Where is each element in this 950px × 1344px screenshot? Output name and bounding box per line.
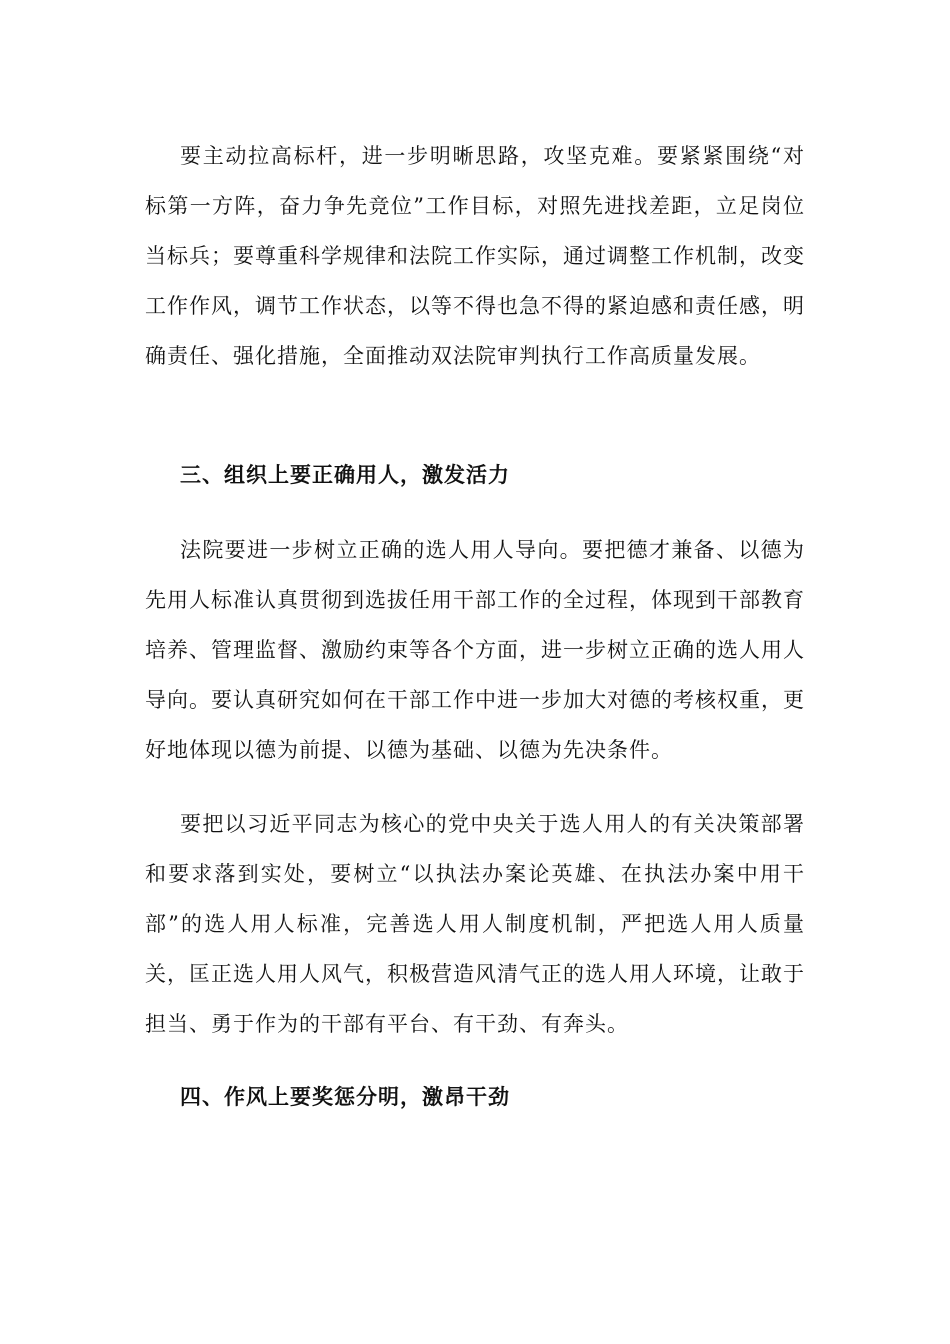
paragraph-block-1: [145, 131, 805, 381]
section-heading: 三、组织上要正确用人，激发活力: [180, 462, 510, 487]
section-heading-4-block: [145, 1082, 805, 1112]
paragraph-block-3: [145, 799, 805, 1049]
paragraph-block-2: [145, 525, 805, 775]
body-paragraph: 要主动拉高标杆，进一步明晰思路，攻坚克难。要紧紧围绕“对标第一方阵，奋力争先竞位”工作目标，对照先进找差距，立足岗位当标兵；要尊重科学规律和法院工作实际，通过调整工作机制，改变工作作风，调节工作状态，以等不得也急不得的紧迫感和责任感，明确责任、强化措施，全面推动双法院审判执行工作高质量发展。: [145, 144, 805, 368]
body-paragraph: 法院要进一步树立正确的选人用人导向。要把德才兼备、以德为先用人标准认真贯彻到选拔任用干部工作的全过程，体现到干部教育培养、管理监督、激励约束等各个方面，进一步树立正确的选人用人导向。要认真研究如何在干部工作中进一步加大对德的考核权重，更好地体现以德为前提、以德为基础、以德为先决条件。: [145, 538, 805, 762]
section-heading: 四、作风上要奖惩分明，激昂干劲: [180, 1084, 510, 1109]
section-heading-3-block: [145, 460, 805, 490]
body-paragraph: 要把以习近平同志为核心的党中央关于选人用人的有关决策部署和要求落到实处，要树立“以执法办案论英雄、在执法办案中用干部”的选人用人标准，完善选人用人制度机制，严把选人用人质量关，匡正选人用人风气，积极营造风清气正的选人用人环境，让敢于担当、勇于作为的干部有平台、有干劲、有奔头。: [145, 812, 805, 1036]
